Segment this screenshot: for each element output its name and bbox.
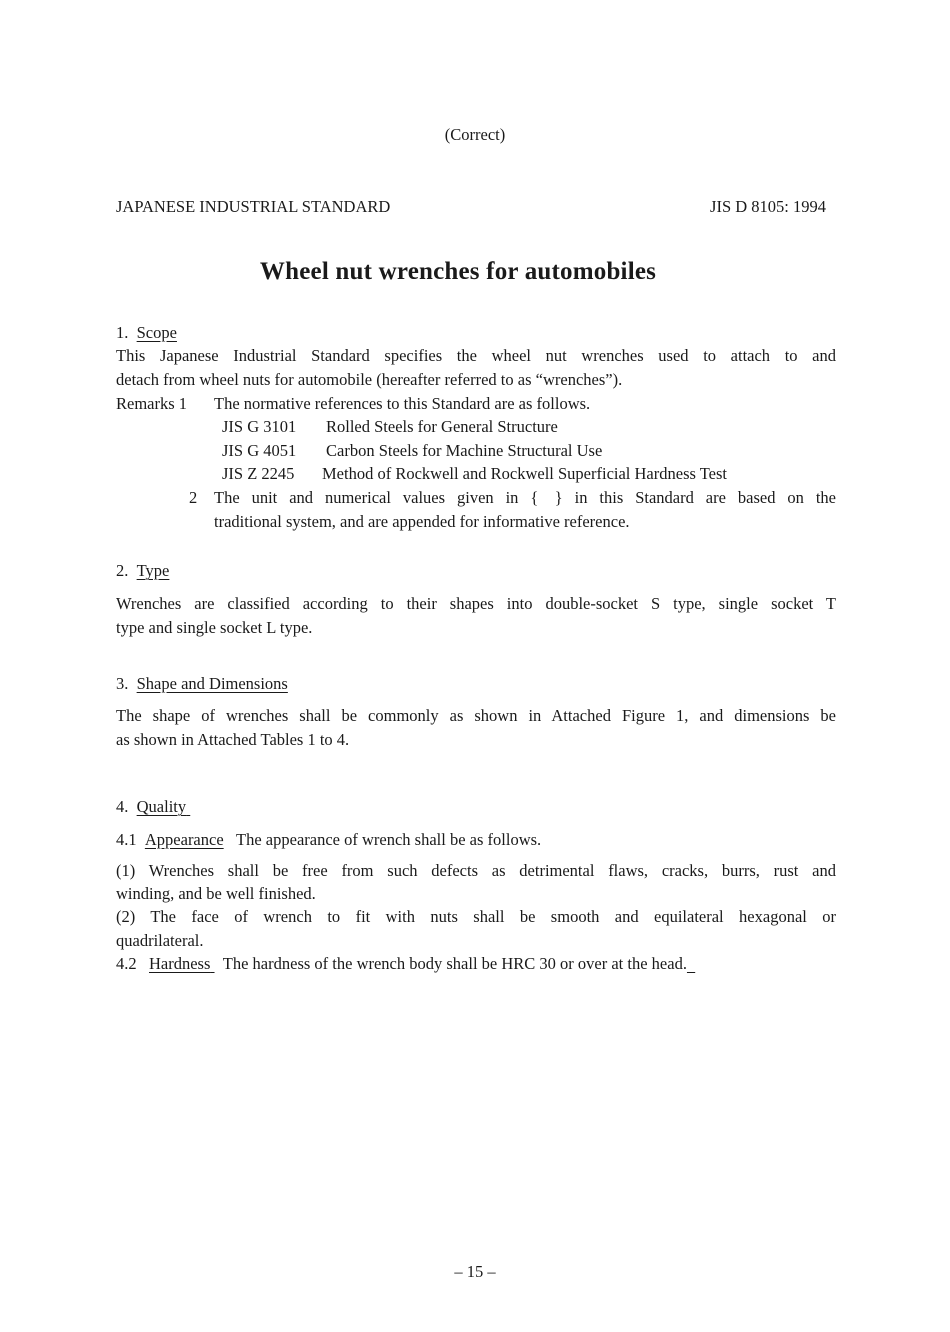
- subsection-number: 4.2: [116, 954, 137, 973]
- reference-code: JIS G 4051: [222, 441, 297, 460]
- remark-2-line: traditional system, and are appended for informative reference.: [214, 512, 630, 531]
- shape-body-line: The shape of wrenches shall be commonly as shown in Attached Figure 1, and dimensions be: [116, 706, 836, 725]
- subsection-text: The hardness of the wrench body shall be HRC 30 or over at the head.: [222, 954, 687, 973]
- appearance-item-line: (2) The face of wrench to fit with nuts shall be smooth and equilateral hexagonal or: [116, 907, 836, 926]
- subsection-text: The appearance of wrench shall be as follows.: [236, 830, 542, 849]
- remark-2-number: 2: [189, 488, 198, 507]
- appearance-item-line: quadrilateral.: [116, 931, 204, 950]
- section-title: Scope: [136, 323, 177, 342]
- standard-id: JIS D 8105: 1994: [710, 197, 826, 216]
- shape-body-line: as shown in Attached Tables 1 to 4.: [116, 730, 350, 749]
- subsection-title: Hardness: [149, 954, 211, 973]
- section-quality-heading: [116, 797, 190, 817]
- remark-1-text: The normative references to this Standard are as follows.: [214, 394, 591, 413]
- reference-title: Rolled Steels for General Structure: [326, 417, 558, 436]
- reference-code: JIS G 3101: [222, 417, 297, 436]
- remarks-label: Remarks 1: [116, 394, 188, 413]
- subsection-title: Appearance: [144, 830, 224, 849]
- appearance-item-line: winding, and be well finished.: [116, 884, 316, 903]
- subsection-hardness: [116, 954, 695, 974]
- reference-code: JIS Z 2245: [222, 464, 295, 483]
- appearance-item-line: (1) Wrenches shall be free from such defects as detrimental flaws, cracks, burrs, rust and: [116, 861, 836, 880]
- section-title: Quality: [136, 797, 187, 816]
- subsection-appearance: [116, 830, 541, 850]
- organization-label: JAPANESE INDUSTRIAL STANDARD: [116, 197, 391, 216]
- section-type-heading: [116, 561, 169, 581]
- section-number: 2.: [116, 561, 129, 580]
- type-body-line: Wrenches are classified according to their shapes into double-socket S type, single socket T: [116, 594, 836, 613]
- section-scope-heading: [116, 323, 177, 343]
- scope-body-line: This Japanese Industrial Standard specifies the wheel nut wrenches used to attach to and: [116, 346, 836, 365]
- reference-title: Method of Rockwell and Rockwell Superficial Hardness Test: [322, 464, 727, 483]
- section-number: 1.: [116, 323, 129, 342]
- remark-2-line: The unit and numerical values given in { } in this Standard are based on the: [214, 488, 836, 507]
- correct-note: (Correct): [444, 125, 506, 144]
- subsection-number: 4.1: [116, 830, 137, 849]
- section-title: Type: [136, 561, 170, 580]
- reference-title: Carbon Steels for Machine Structural Use: [326, 441, 603, 460]
- section-number: 4.: [116, 797, 129, 816]
- section-number: 3.: [116, 674, 129, 693]
- page-number: – 15 –: [454, 1262, 496, 1281]
- scope-body-line: detach from wheel nuts for automobile (hereafter referred to as “wrenches”).: [116, 370, 623, 389]
- page-title: Wheel nut wrenches for automobiles: [259, 258, 657, 285]
- section-shape-heading: [116, 674, 288, 694]
- section-title: Shape and Dimensions: [136, 674, 288, 693]
- type-body-line: type and single socket L type.: [116, 618, 313, 637]
